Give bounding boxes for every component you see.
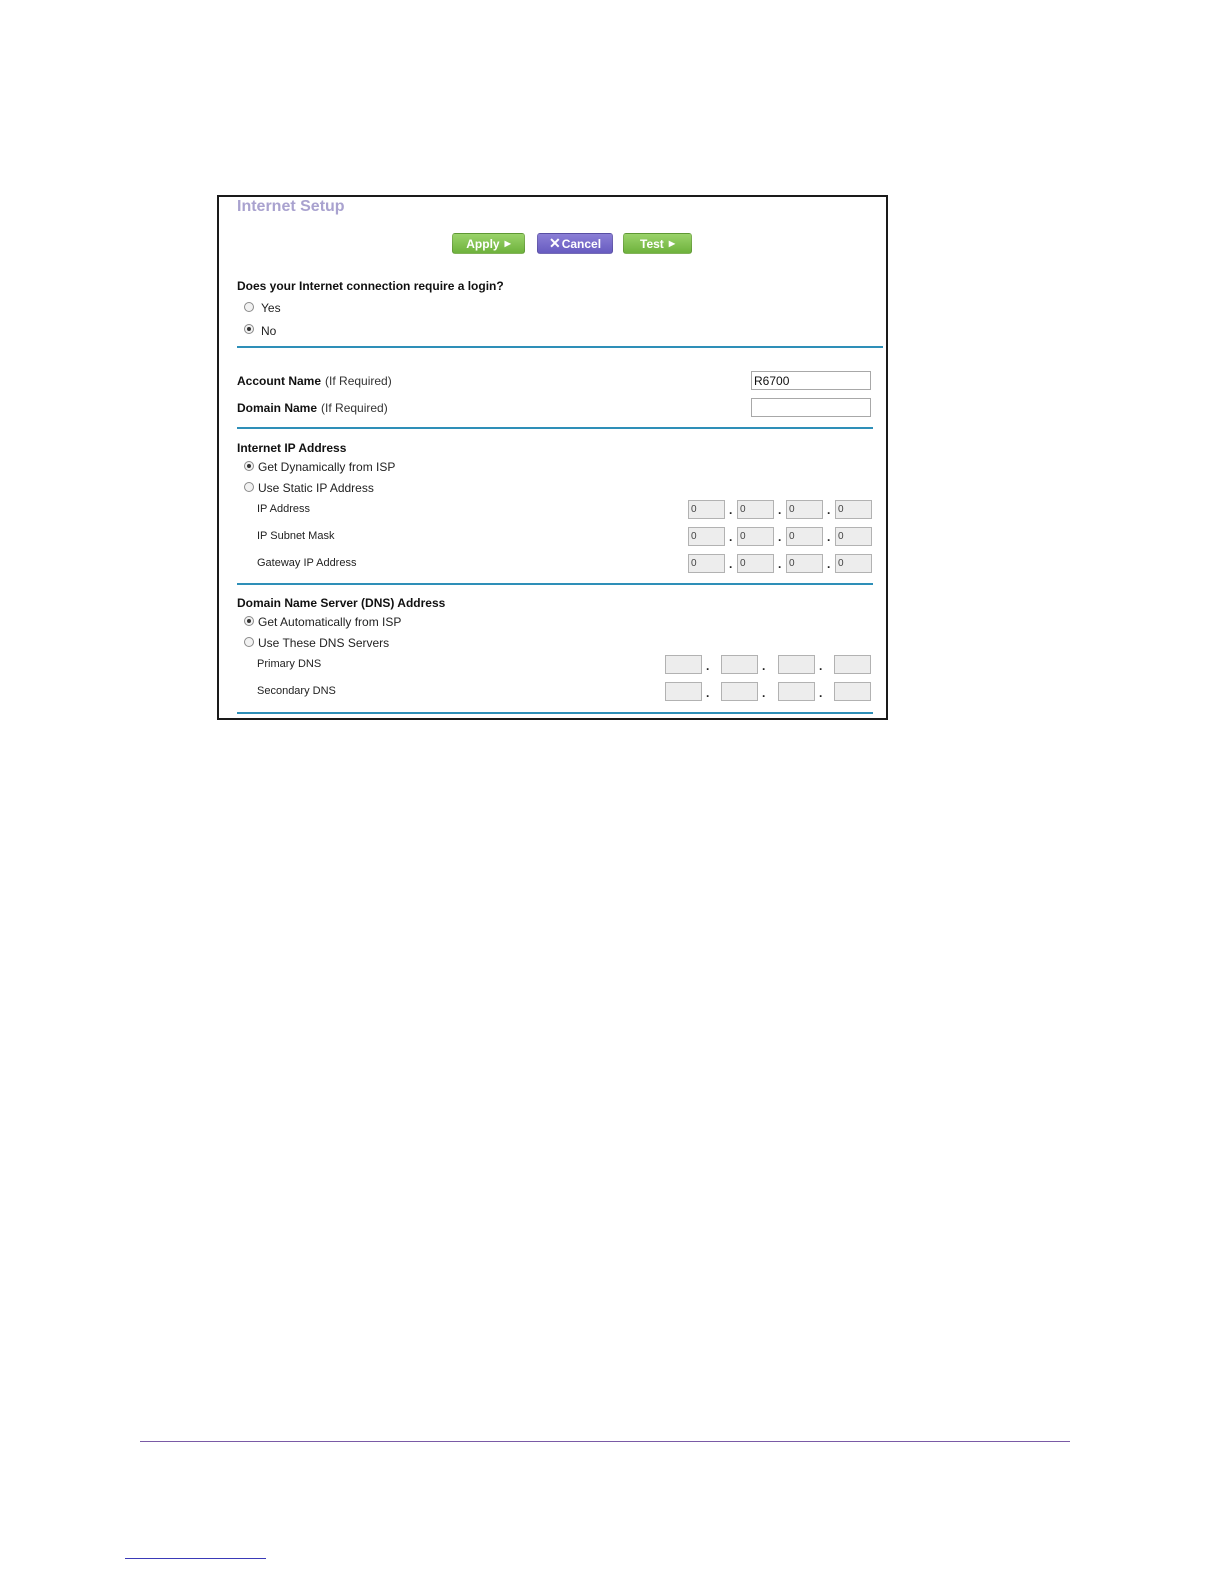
close-icon: ✕ [548, 235, 561, 251]
login-yes-label: Yes [261, 301, 281, 315]
secondary-dns-octet-1[interactable] [665, 682, 702, 701]
login-no-label: No [261, 324, 277, 338]
divider [237, 712, 873, 714]
domain-name-row [237, 401, 388, 415]
dns-manual-label: Use These DNS Servers [258, 636, 390, 650]
login-yes-radio[interactable] [244, 302, 254, 312]
gateway-octet-4[interactable] [835, 554, 872, 573]
apply-label: Apply [466, 236, 500, 251]
dns-manual-radio[interactable] [244, 637, 254, 647]
octet-dot: . [762, 659, 766, 673]
octet-dot: . [729, 530, 733, 544]
primary-dns-octet-4[interactable] [834, 655, 871, 674]
gateway-octet-1[interactable] [688, 554, 725, 573]
ip-static-radio[interactable] [244, 482, 254, 492]
subnet-octet-4[interactable] [835, 527, 872, 546]
octet-dot: . [778, 557, 782, 571]
test-button[interactable] [623, 233, 692, 254]
page-title: Internet Setup [237, 198, 345, 215]
octet-dot: . [778, 503, 782, 517]
page-footer-divider [140, 1441, 1070, 1442]
divider [237, 427, 873, 429]
divider [237, 346, 883, 348]
cancel-label: Cancel [561, 236, 602, 251]
domain-name-input[interactable] [751, 398, 871, 417]
octet-dot: . [762, 686, 766, 700]
octet-dot: . [819, 659, 823, 673]
internet-ip-heading: Internet IP Address [237, 441, 347, 455]
subnet-octet-1[interactable] [688, 527, 725, 546]
subnet-mask-label: IP Subnet Mask [257, 530, 335, 542]
subnet-octet-2[interactable] [737, 527, 774, 546]
octet-dot: . [819, 686, 823, 700]
account-name-label: Account Name [237, 374, 322, 388]
octet-dot: . [706, 686, 710, 700]
dns-heading: Domain Name Server (DNS) Address [237, 596, 446, 610]
subnet-octet-3[interactable] [786, 527, 823, 546]
octet-dot: . [827, 530, 831, 544]
octet-dot: . [778, 530, 782, 544]
domain-name-hint: (If Required) [321, 401, 388, 415]
octet-dot: . [827, 503, 831, 517]
primary-dns-label: Primary DNS [257, 658, 322, 670]
secondary-dns-octet-4[interactable] [834, 682, 871, 701]
apply-button[interactable] [452, 233, 525, 254]
secondary-dns-octet-2[interactable] [721, 682, 758, 701]
account-name-hint: (If Required) [325, 374, 392, 388]
primary-dns-octet-2[interactable] [721, 655, 758, 674]
octet-dot: . [706, 659, 710, 673]
ip-octet-1[interactable] [688, 500, 725, 519]
test-label: Test [640, 236, 664, 251]
secondary-dns-label: Secondary DNS [257, 685, 336, 697]
gateway-octet-3[interactable] [786, 554, 823, 573]
ip-static-label: Use Static IP Address [258, 481, 374, 495]
secondary-dns-octet-3[interactable] [778, 682, 815, 701]
gateway-octet-2[interactable] [737, 554, 774, 573]
account-name-row [237, 374, 392, 388]
primary-dns-octet-3[interactable] [778, 655, 815, 674]
ip-dynamic-label: Get Dynamically from ISP [258, 460, 396, 474]
cancel-button[interactable] [537, 233, 613, 254]
ip-octet-2[interactable] [737, 500, 774, 519]
primary-dns-octet-1[interactable] [665, 655, 702, 674]
ip-address-label: IP Address [257, 503, 310, 515]
domain-name-label: Domain Name [237, 401, 318, 415]
page-footer-link-underline [125, 1558, 266, 1559]
octet-dot: . [827, 557, 831, 571]
ip-dynamic-radio[interactable] [244, 461, 254, 471]
ip-octet-3[interactable] [786, 500, 823, 519]
arrow-right-icon: ▶ [668, 239, 675, 248]
login-question: Does your Internet connection require a login? [237, 279, 504, 293]
dns-auto-radio[interactable] [244, 616, 254, 626]
gateway-label: Gateway IP Address [257, 557, 357, 569]
dns-auto-label: Get Automatically from ISP [258, 615, 402, 629]
login-no-radio[interactable] [244, 324, 254, 334]
octet-dot: . [729, 557, 733, 571]
octet-dot: . [729, 503, 733, 517]
internet-setup-panel [217, 195, 888, 720]
ip-octet-4[interactable] [835, 500, 872, 519]
arrow-right-icon: ▶ [504, 239, 511, 248]
divider [237, 583, 873, 585]
account-name-input[interactable] [751, 371, 871, 390]
